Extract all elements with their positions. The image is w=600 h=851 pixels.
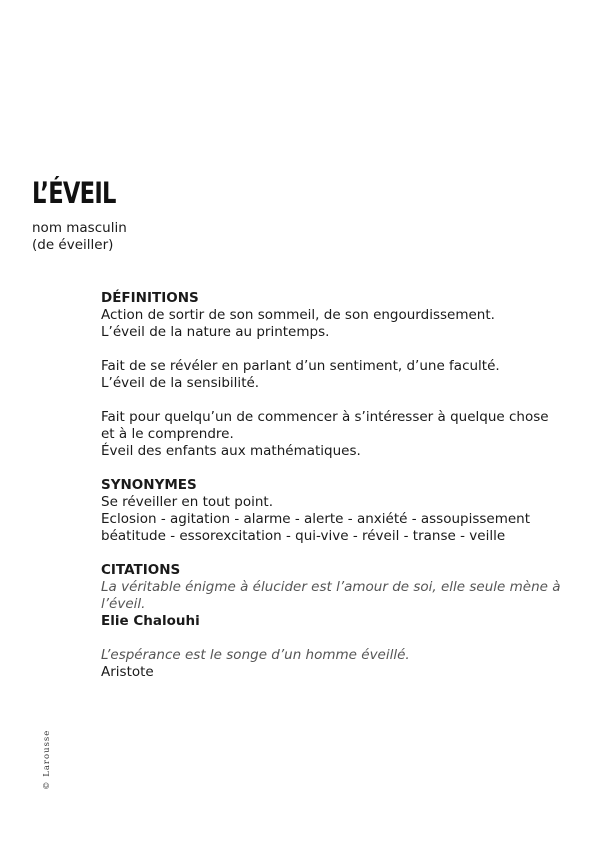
- etymology: (de éveiller): [32, 237, 114, 253]
- definition-item: [101, 409, 591, 460]
- definition-text: Fait pour quelqu’un de commencer à s’intéresser à quelque chose: [101, 409, 549, 425]
- definition-item: [101, 358, 591, 392]
- citation-author: Elie Chalouhi: [101, 613, 200, 629]
- synonyms-line: Se réveiller en tout point.: [101, 494, 273, 510]
- entry-content: [101, 290, 591, 681]
- definition-item: [101, 307, 591, 341]
- grammar-block: [32, 220, 127, 254]
- definitions-title: DÉFINITIONS: [101, 290, 199, 306]
- citation-quote: L’espérance est le songe d’un homme éveillé.: [101, 647, 410, 663]
- definition-example: L’éveil de la nature au printemps.: [101, 324, 330, 340]
- citation-item: [101, 647, 591, 681]
- synonyms-title: SYNONYMES: [101, 477, 197, 493]
- grammatical-category: nom masculin: [32, 220, 127, 236]
- copyright-notice: © Larousse: [42, 729, 52, 790]
- citations-section: [101, 562, 591, 681]
- definition-example: L’éveil de la sensibilité.: [101, 375, 260, 391]
- synonyms-line: béatitude - essorexcitation - qui-vive - réveil - transe - veille: [101, 528, 506, 544]
- synonyms-section: [101, 477, 591, 545]
- definition-text: Fait de se révéler en parlant d’un sentiment, d’une faculté.: [101, 358, 500, 374]
- definitions-section: [101, 290, 591, 460]
- citations-title: CITATIONS: [101, 562, 181, 578]
- citation-item: [101, 579, 591, 630]
- citation-author: Aristote: [101, 664, 154, 680]
- synonyms-line: Eclosion - agitation - alarme - alerte - anxiété - assoupissement: [101, 511, 531, 527]
- headword: L’ÉVEIL: [32, 176, 116, 210]
- citation-quote: La véritable énigme à élucider est l’amour de soi, elle seule mène à l’éveil.: [101, 579, 561, 612]
- definition-text: Action de sortir de son sommeil, de son engourdissement.: [101, 307, 495, 323]
- definition-example: Éveil des enfants aux mathématiques.: [101, 443, 361, 459]
- definition-text-continued: et à le comprendre.: [101, 426, 234, 442]
